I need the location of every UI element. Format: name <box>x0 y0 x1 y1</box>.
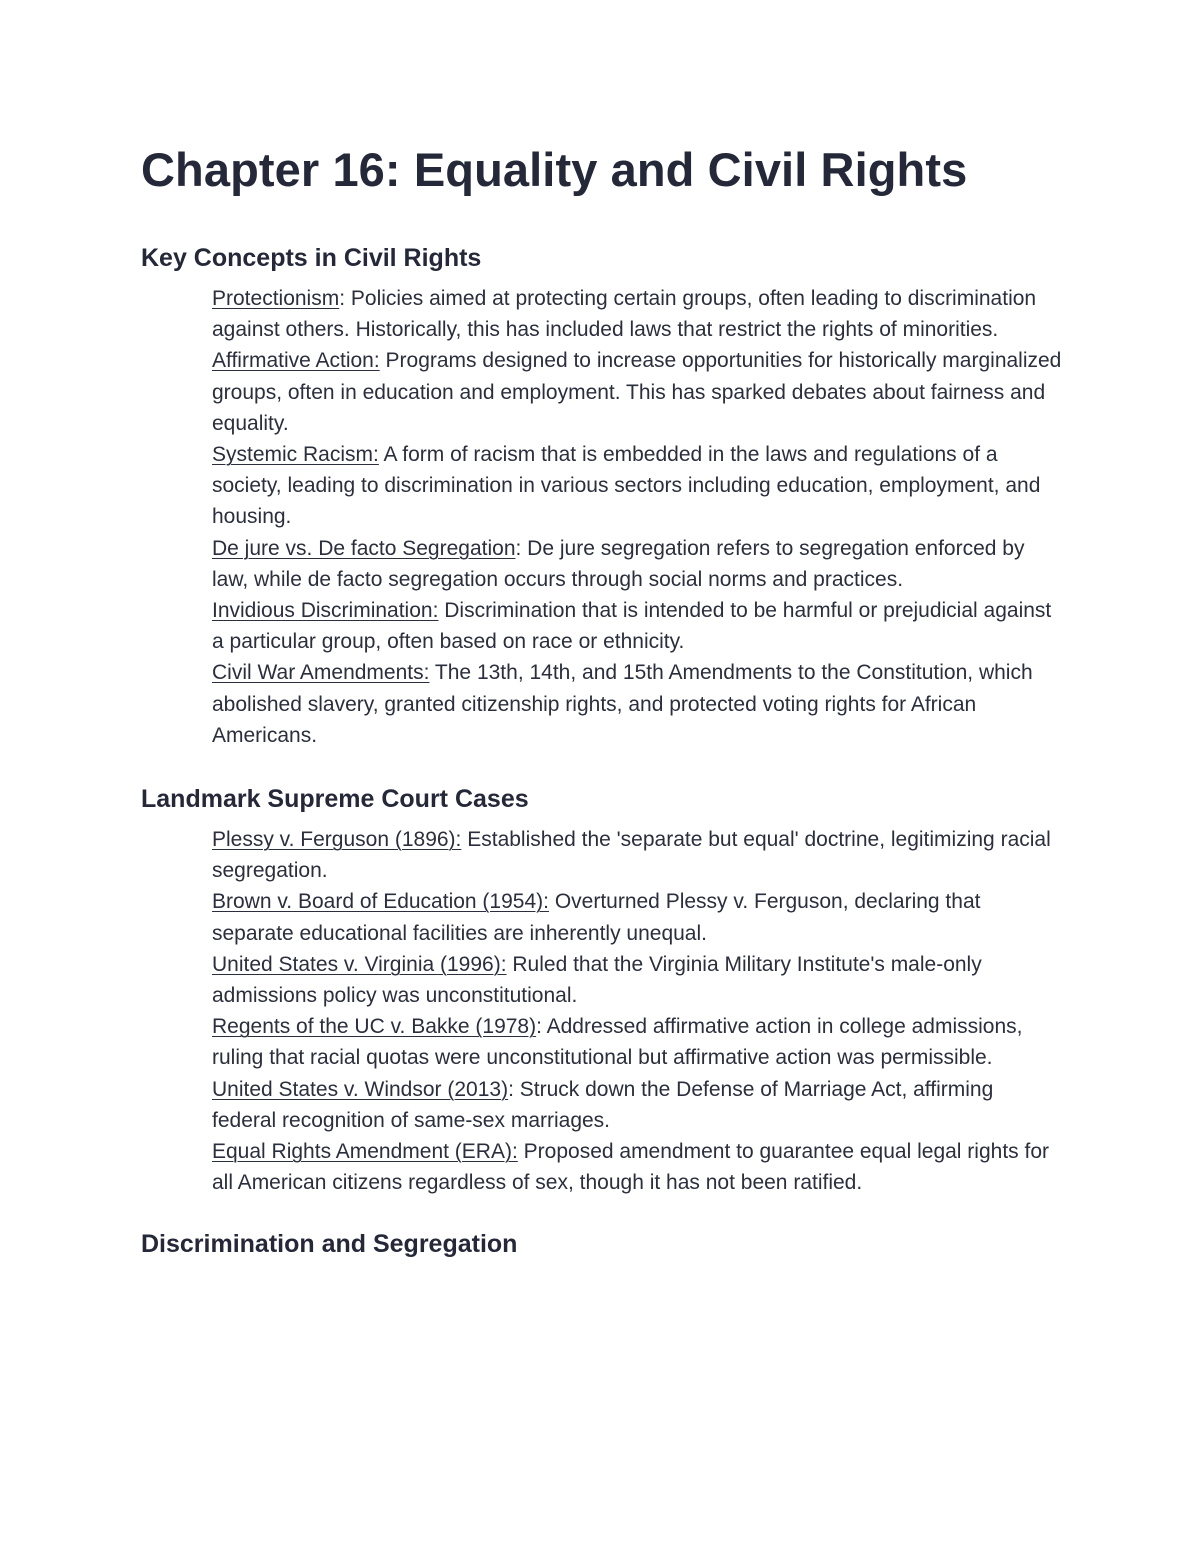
entry-term: Protectionism <box>212 287 340 310</box>
entry-separator: : <box>508 1077 520 1101</box>
entry-definition: Policies aimed at protecting certain groups, often leading to discrimination against others. Historically, this has included laws that restrict the rights of minorities. <box>212 287 1037 342</box>
entry-separator: : <box>536 1015 547 1039</box>
section-heading-landmark-cases: Landmark Supreme Court Cases <box>141 785 529 814</box>
entry-definition: De jure segregation refers to segregation enforced by law, while de facto segregation occurs through social norms and practices. <box>212 536 1025 591</box>
section-heading-key-concepts: Key Concepts in Civil Rights <box>141 244 482 272</box>
entry-protectionism <box>212 283 1062 345</box>
entry-definition: Struck down the Defense of Marriage Act, affirming federal recognition of same-sex marriages. <box>212 1077 994 1132</box>
entry-term: United States v. Virginia (1996): <box>212 952 507 976</box>
entry-systemic-racism <box>212 439 1062 533</box>
entry-equal-rights-amendment <box>212 1136 1062 1198</box>
entry-plessy-v-ferguson <box>212 824 1062 886</box>
entry-affirmative-action <box>212 345 1062 439</box>
entry-term: Brown v. Board of Education (1954): <box>212 890 549 914</box>
entry-definition: Programs designed to increase opportunities for historically marginalized groups, often in education and employment. This has sparked debates about fairness and equality. <box>212 349 1062 435</box>
entry-term: Invidious Discrimination: <box>212 599 439 623</box>
entry-term: Equal Rights Amendment (ERA): <box>212 1140 518 1164</box>
entry-term: Systemic Racism: <box>212 443 379 467</box>
entry-us-v-windsor <box>212 1074 1062 1136</box>
entry-term: Civil War Amendments: <box>212 661 430 685</box>
entry-definition: Established the 'separate but equal' doctrine, legitimizing racial segregation. <box>212 828 1051 883</box>
entry-de-jure-de-facto <box>212 533 1062 595</box>
entry-definition: Ruled that the Virginia Military Institute's male-only admissions policy was unconstitutional. <box>212 952 982 1008</box>
page-title: Chapter 16: Equality and Civil Rights <box>141 143 968 196</box>
entry-definition: A form of racism that is embedded in the laws and regulations of a society, leading to discrimination in various sectors including education, employment, and housing. <box>212 443 1041 529</box>
entry-definition: Proposed amendment to guarantee equal legal rights for all American citizens regardless of sex, though it has not been ratified. <box>212 1140 1049 1195</box>
entry-separator: : <box>515 536 528 560</box>
entry-definition: Addressed affirmative action in college admissions, ruling that racial quotas were unconstitutional but affirmative action was permissible. <box>212 1015 1023 1070</box>
entry-brown-v-board <box>212 886 1062 948</box>
section-heading-discrimination: Discrimination and Segregation <box>141 1230 518 1259</box>
entry-term: Plessy v. Ferguson (1896): <box>212 828 462 852</box>
entry-civil-war-amendments <box>212 657 1062 751</box>
entry-definition: Discrimination that is intended to be harmful or prejudicial against a particular group, often based on race or ethnicity. <box>212 599 1052 654</box>
entry-separator: : <box>339 287 351 310</box>
entry-us-v-virginia <box>212 949 1062 1011</box>
entry-regents-v-bakke <box>212 1011 1062 1073</box>
entry-definition: Overturned Plessy v. Ferguson, declaring that separate educational facilities are inherently unequal. <box>212 890 981 945</box>
entry-term: United States v. Windsor (2013) <box>212 1077 509 1101</box>
entry-term: De jure vs. De facto Segregation <box>212 536 516 560</box>
entry-term: Affirmative Action: <box>212 349 380 373</box>
landmark-cases-list <box>141 824 1062 1198</box>
entry-definition: The 13th, 14th, and 15th Amendments to the Constitution, which abolished slavery, granted citizenship rights, and protected voting rights for African Americans. <box>212 661 1033 747</box>
key-concepts-list <box>141 283 1062 751</box>
entry-invidious-discrimination <box>212 595 1062 657</box>
document-page <box>141 140 1071 1260</box>
entry-term: Regents of the UC v. Bakke (1978) <box>212 1015 537 1039</box>
